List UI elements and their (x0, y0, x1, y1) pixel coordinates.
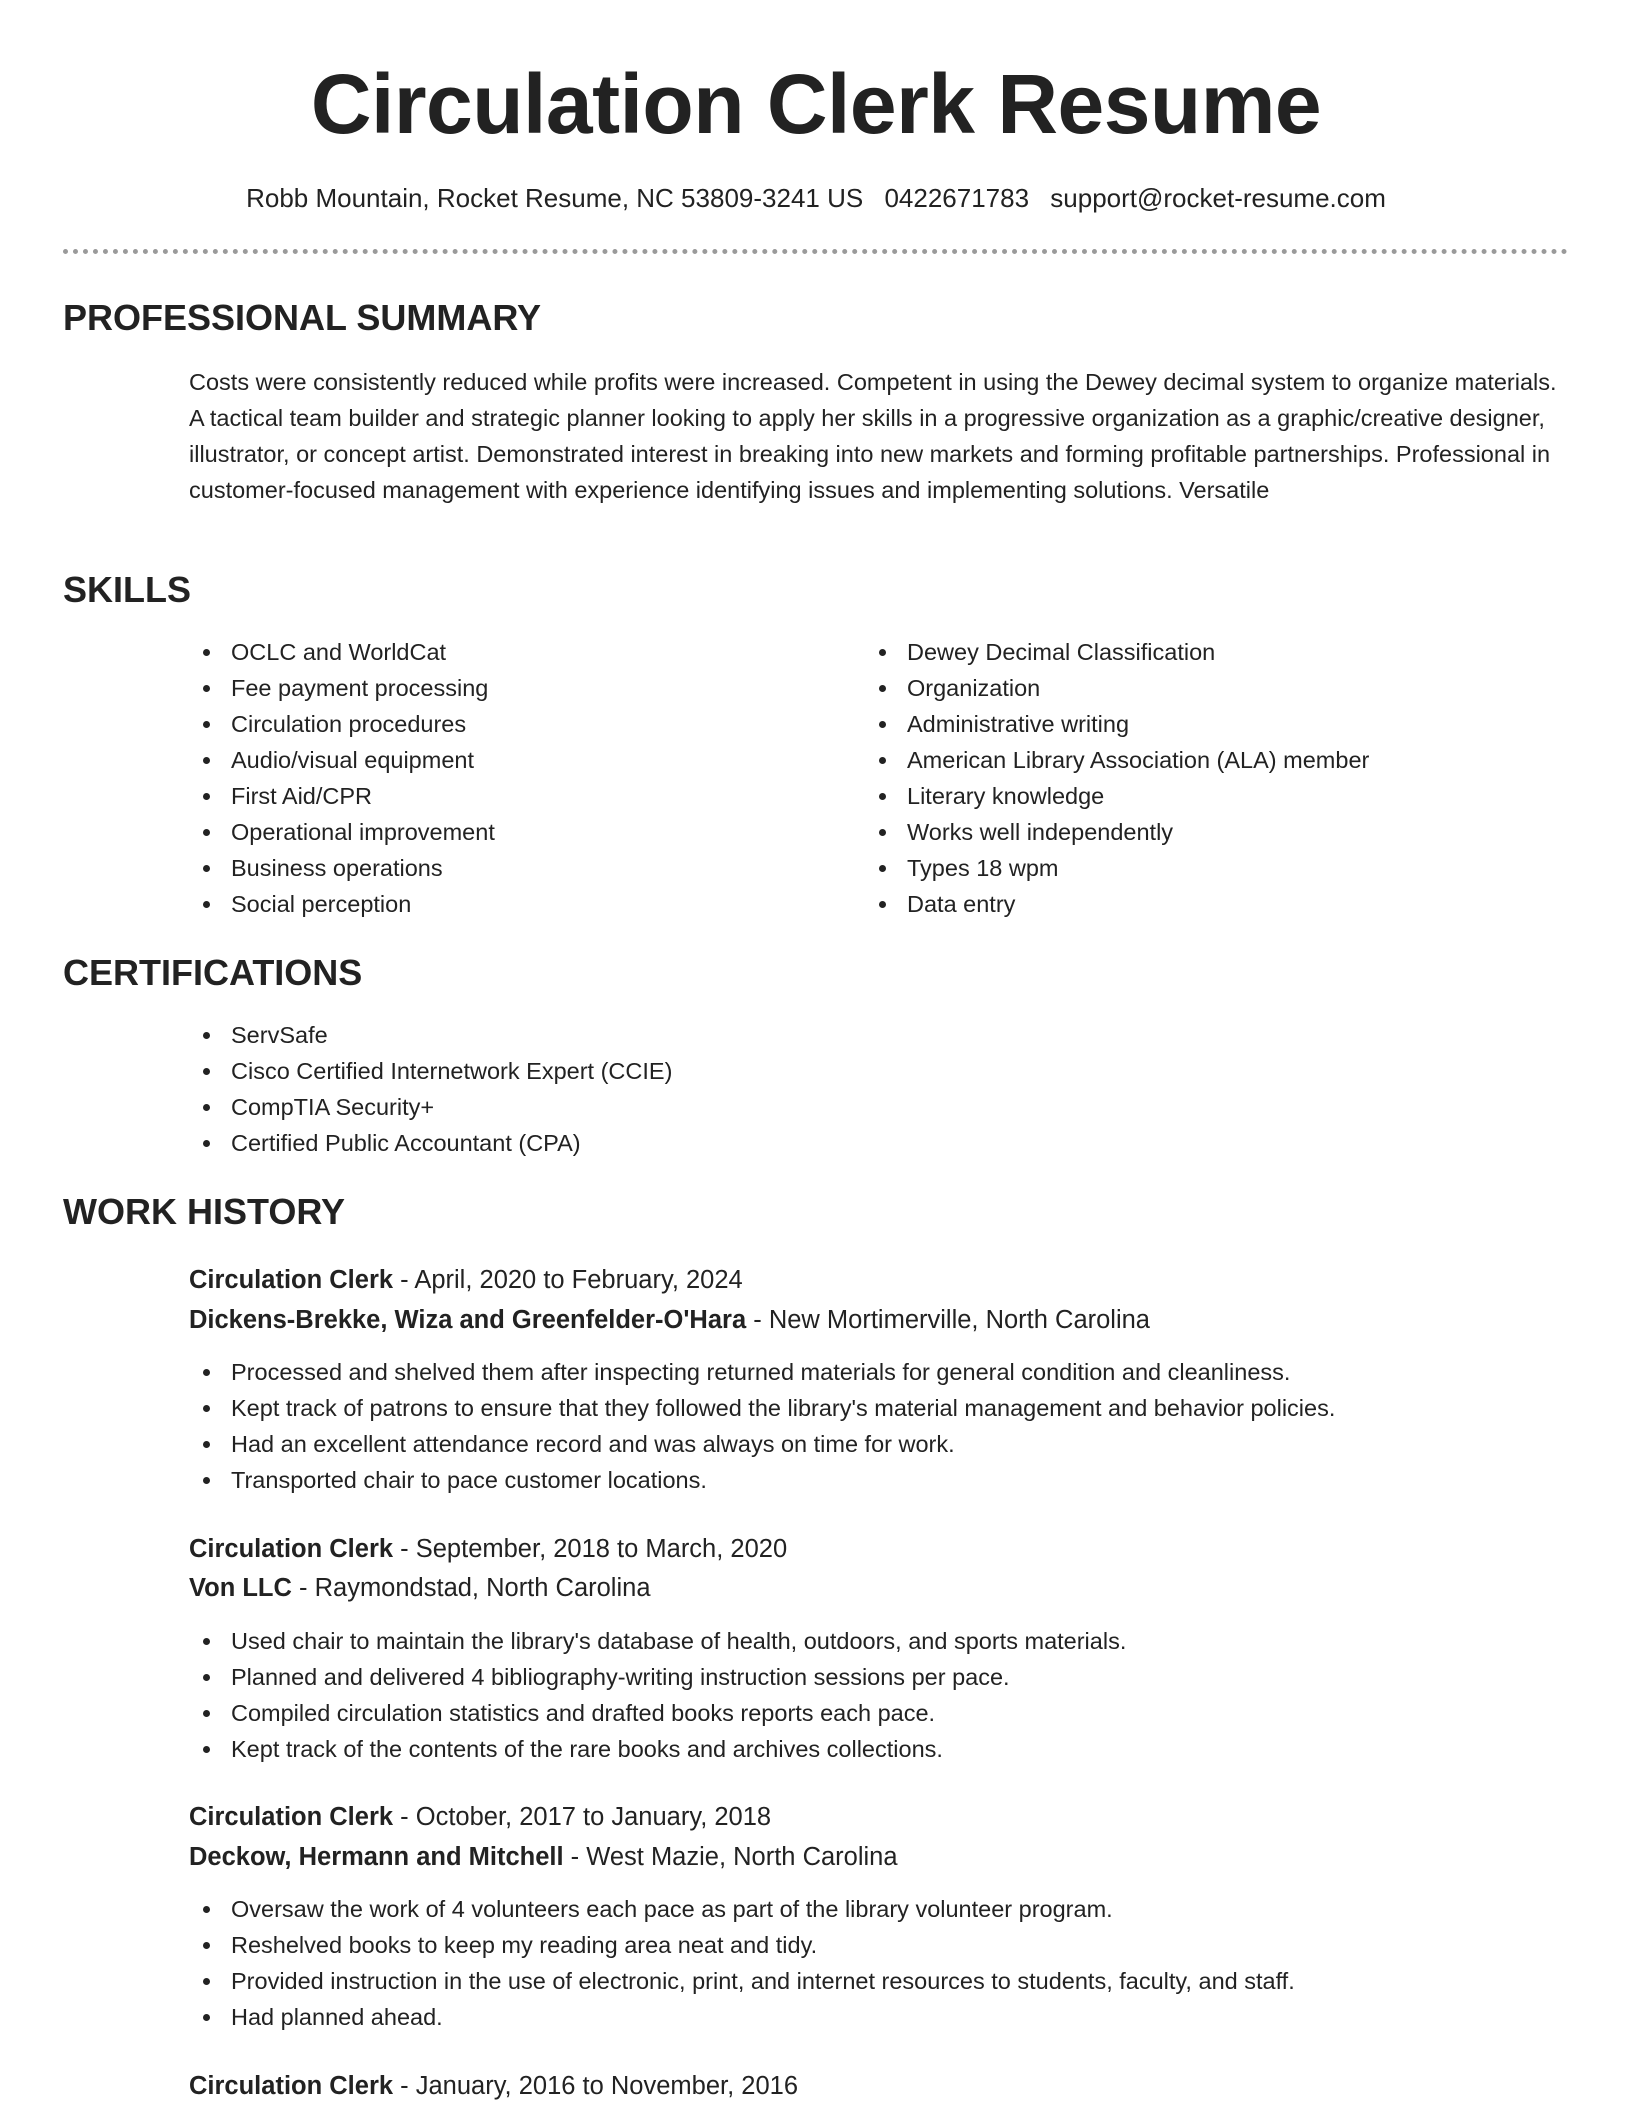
job-company: Dickens-Brekke, Wiza and Greenfelder-O'Hara (189, 1306, 747, 1334)
certifications-heading: CERTIFICATIONS (63, 952, 363, 993)
skill-item: Literary knowledge (863, 778, 1369, 814)
job-separator: - (393, 1535, 416, 1563)
contact-address: Robb Mountain, Rocket Resume, NC 53809-3241 US (246, 183, 864, 213)
skill-item: Audio/visual equipment (187, 742, 495, 778)
summary-heading: PROFESSIONAL SUMMARY (63, 297, 542, 338)
job-location: New Mortimerville, North Carolina (768, 1306, 1150, 1334)
job-separator: - (393, 2072, 416, 2100)
job-company: Von LLC (189, 1574, 292, 1602)
job-title: Circulation Clerk (189, 1266, 394, 1294)
job-bullet: Planned and delivered 4 bibliography-writing instruction sessions per pace. (187, 1659, 1126, 1695)
job-separator: - (746, 1306, 769, 1334)
job-separator: - (393, 1266, 415, 1294)
job-bullet: Used chair to maintain the library's database of health, outdoors, and sports materials. (187, 1623, 1126, 1659)
job-location: West Mazie, North Carolina (586, 1843, 898, 1871)
header-divider (63, 249, 1568, 254)
job-bullets (187, 1623, 1126, 1767)
job-bullet: Kept track of the contents of the rare books and archives collections. (187, 1731, 1126, 1767)
skill-item: Social perception (187, 886, 495, 922)
job-location: Raymondstad, North Carolina (314, 1574, 651, 1602)
skill-item: Works well independently (863, 814, 1369, 850)
job-bullet: Transported chair to pace customer locations. (187, 1462, 1335, 1498)
skill-item: Types 18 wpm (863, 850, 1369, 886)
certifications-list (187, 1017, 672, 1161)
job-dates: January, 2016 to November, 2016 (415, 2072, 799, 2100)
job-title: Circulation Clerk (189, 1535, 394, 1563)
job-title-line (189, 1530, 787, 1568)
job-bullets (187, 1354, 1335, 1498)
work-history-heading: WORK HISTORY (63, 1191, 346, 1232)
job-title: Circulation Clerk (189, 2072, 394, 2100)
skills-list-left (187, 634, 495, 922)
contact-info (0, 180, 1632, 216)
skill-item: Business operations (187, 850, 495, 886)
skill-item: American Library Association (ALA) member (863, 742, 1369, 778)
job-dates: October, 2017 to January, 2018 (415, 1803, 772, 1831)
job-dates: September, 2018 to March, 2020 (415, 1535, 788, 1563)
job-bullet: Oversaw the work of 4 volunteers each pace as part of the library volunteer program. (187, 1891, 1295, 1927)
contact-email: support@rocket-resume.com (1050, 183, 1386, 213)
skill-item: First Aid/CPR (187, 778, 495, 814)
job-separator: - (393, 1803, 416, 1831)
job-title-line (189, 1261, 743, 1299)
summary-text: Costs were consistently reduced while profits were increased. Competent in using the Dewey decimal system to organize materials. A tactical team builder and strategic planner looking to apply her skills in a progressive organization as a graphic/creative designer, illustrator, or concept artist. Demonstrated interest in breaking into new markets and forming profitable partnerships. Professional in customer-focused management with experience identifying issues and implementing solutions. Versatile (189, 369, 1557, 503)
job-bullet: Processed and shelved them after inspecting returned materials for general condition and cleanliness. (187, 1354, 1335, 1390)
job-company-line (189, 1838, 898, 1876)
skills-list-right (863, 634, 1369, 922)
job-separator: - (563, 1843, 587, 1871)
skill-item: Fee payment processing (187, 670, 495, 706)
job-title: Circulation Clerk (189, 1803, 394, 1831)
job-company-line (189, 1569, 651, 1607)
job-title-line (189, 1798, 771, 1836)
certification-item: Cisco Certified Internetwork Expert (CCIE) (187, 1053, 672, 1089)
job-bullet: Kept track of patrons to ensure that they followed the library's material management and behavior policies. (187, 1390, 1335, 1426)
skill-item: Operational improvement (187, 814, 495, 850)
job-title-line (189, 2067, 798, 2105)
job-dates: April, 2020 to February, 2024 (414, 1266, 743, 1294)
skill-item: Administrative writing (863, 706, 1369, 742)
skill-item: Circulation procedures (187, 706, 495, 742)
certification-item: ServSafe (187, 1017, 672, 1053)
skill-item: Dewey Decimal Classification (863, 634, 1369, 670)
job-separator: - (291, 1574, 315, 1602)
skill-item: Organization (863, 670, 1369, 706)
skill-item: OCLC and WorldCat (187, 634, 495, 670)
job-bullet: Provided instruction in the use of electronic, print, and internet resources to students, faculty, and staff. (187, 1963, 1295, 1999)
job-bullets (187, 1891, 1295, 2035)
contact-phone: 0422671783 (884, 183, 1030, 213)
skills-heading: SKILLS (63, 569, 192, 610)
job-company: Deckow, Hermann and Mitchell (189, 1843, 564, 1871)
resume-title: Circulation Clerk Resume (310, 57, 1322, 151)
certification-item: Certified Public Accountant (CPA) (187, 1125, 672, 1161)
certification-item: CompTIA Security+ (187, 1089, 672, 1125)
job-bullet: Had an excellent attendance record and was always on time for work. (187, 1426, 1335, 1462)
job-bullet: Reshelved books to keep my reading area neat and tidy. (187, 1927, 1295, 1963)
job-bullet: Compiled circulation statistics and drafted books reports each pace. (187, 1695, 1126, 1731)
job-bullet: Had planned ahead. (187, 1999, 1295, 2035)
skill-item: Data entry (863, 886, 1369, 922)
job-company-line (189, 1301, 1150, 1339)
